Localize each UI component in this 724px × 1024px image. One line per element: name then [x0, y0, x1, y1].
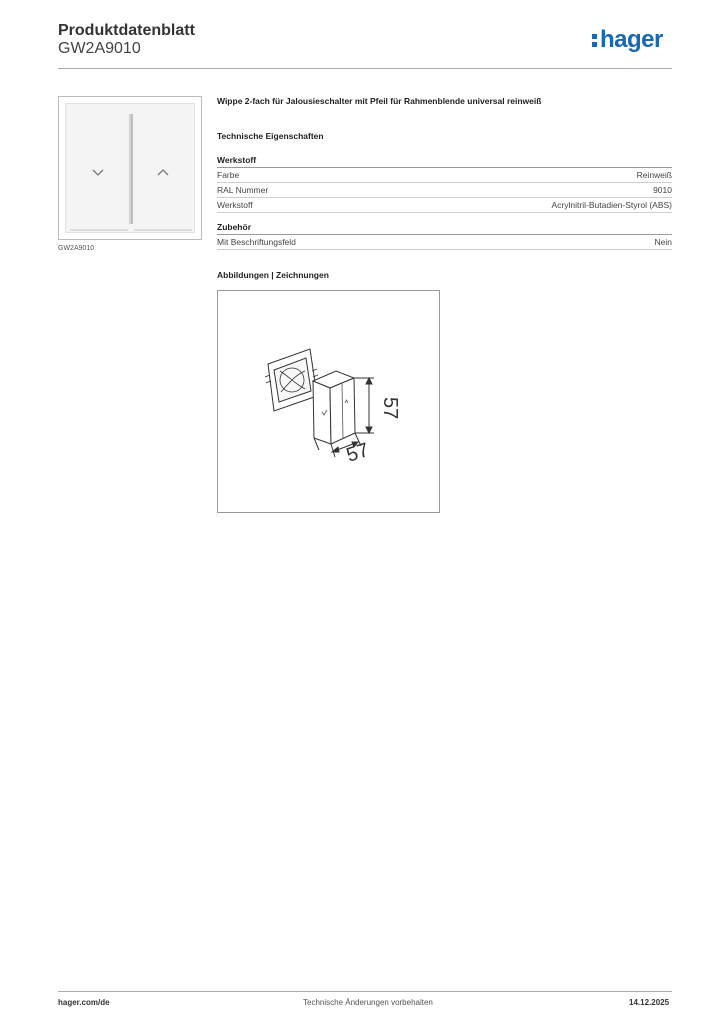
section-title: Werkstoff — [217, 155, 672, 168]
property-row — [217, 183, 672, 198]
property-label: Farbe — [217, 170, 240, 180]
property-row — [217, 235, 672, 250]
footer-date: 14.12.2025 — [629, 998, 670, 1007]
section-zubehoer — [217, 222, 672, 250]
drawings-heading: Abbildungen | Zeichnungen — [217, 270, 329, 280]
technical-properties-heading: Technische Eigenschaften — [217, 131, 324, 141]
property-label: RAL Nummer — [217, 185, 269, 195]
property-value: 9010 — [653, 185, 672, 195]
property-value: Acrylnitril-Butadien-Styrol (ABS) — [551, 200, 672, 210]
footer-website-link[interactable]: hager.com/de — [58, 998, 110, 1007]
property-label: Werkstoff — [217, 200, 253, 210]
footer-disclaimer: Technische Änderungen vorbehalten — [303, 998, 433, 1007]
section-werkstoff — [217, 155, 672, 213]
property-row — [217, 198, 672, 213]
dimension-drawing-icon — [218, 291, 439, 512]
product-description: Wippe 2-fach für Jalousieschalter mit Pfeil für Rahmenblende universal reinweiß — [217, 96, 542, 106]
product-image-caption: GW2A9010 — [58, 245, 95, 252]
document-title: Produktdatenblatt — [58, 22, 195, 39]
rocker-switch-illustration — [65, 103, 195, 233]
hager-logo — [592, 26, 663, 54]
header-divider — [58, 68, 672, 69]
width-dimension-label: 57 — [343, 438, 372, 467]
property-value: Reinweiß — [636, 170, 672, 180]
product-image — [58, 96, 202, 240]
product-number: GW2A9010 — [58, 40, 141, 57]
property-label: Mit Beschriftungsfeld — [217, 237, 296, 247]
section-title: Zubehör — [217, 222, 672, 235]
logo-text: hager — [600, 26, 663, 53]
property-row — [217, 168, 672, 183]
property-value: Nein — [654, 237, 672, 247]
rocker-switch-icon — [66, 104, 196, 234]
footer-divider — [58, 991, 672, 992]
logo-dots-icon — [592, 32, 598, 48]
dimension-drawing — [217, 290, 440, 513]
height-dimension-label: 57 — [379, 397, 401, 420]
